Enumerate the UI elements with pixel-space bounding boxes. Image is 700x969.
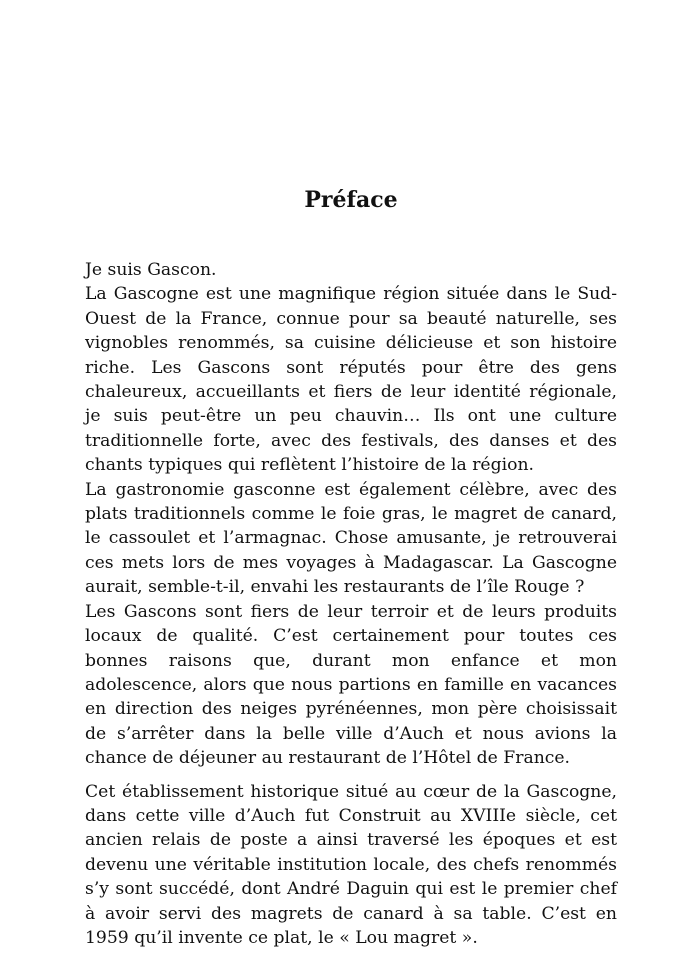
paragraph-gascogne: La Gascogne est une magnifique région située dans le Sud-Ouest de la France, connue pour sa beauté naturelle, ses vignobles renommés, sa cuisine délicieuse et son histoire riche. Les Gascons sont réputés pour être des gens chaleureux, accueillants et fiers de leur identité régionale, je suis peut-être un peu chauvin… Ils ont une culture traditionnelle forte, avec des festivals, des danses et des chants typiques qui reflètent l’histoire de la région. bbox=[85, 284, 617, 476]
page bbox=[85, 0, 617, 969]
paragraph-terroir: Les Gascons sont fiers de leur terroir et de leurs produits locaux de qualité. C’est certainement pour toutes ces bonnes raisons que, durant mon enfance et mon adolescence, alors que nous partions en famille en vacances en direction des neiges pyrénéennes, mon père choisissait de s’arrêter dans la belle ville d’Auch et nous avions la chance de déjeuner au restaurant de l’Hôtel de France. bbox=[85, 601, 617, 769]
paragraph-gastronomie: La gastronomie gasconne est également célèbre, avec des plats traditionnels comme le foie gras, le magret de canard, le cassoulet et l’armagnac. Chose amusante, je retrouverai ces mets lors de mes voyages à Madagascar. La Gascogne aurait, semble-t-il, envahi les restaurants de l’île Rouge ? bbox=[85, 479, 617, 598]
page-title: Préface bbox=[304, 187, 398, 213]
paragraph-intro: Je suis Gascon. bbox=[85, 260, 217, 280]
paragraph-etablissement: Cet établissement historique situé au cœur de la Gascogne, dans cette ville d’Auch fut Construit au XVIIIe siècle, cet ancien relais de poste a ainsi traversé les époques et est devenu une véritable institution locale, des chefs renommés s’y sont succédé, dont André Daguin qui est le premier chef à avoir servi des magrets de canard à sa table. C’est en 1959 qu’il invente ce plat, le « Lou magret ». bbox=[85, 781, 617, 948]
body-text bbox=[85, 258, 617, 950]
